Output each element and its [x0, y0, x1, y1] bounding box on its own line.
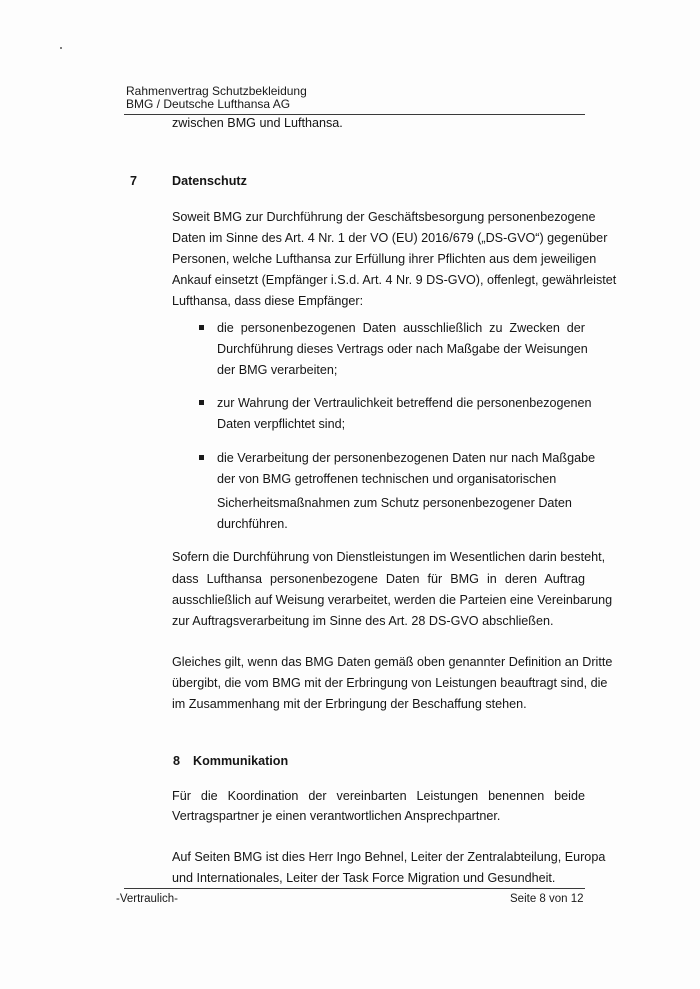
bullet-1-line: die personenbezogenen Daten ausschließlich zu Zwecken der	[217, 321, 585, 335]
s7-para3-line: Gleiches gilt, wenn das BMG Daten gemäß oben genannter Definition an Dritte	[172, 655, 613, 669]
section-7-title: Datenschutz	[172, 174, 247, 188]
section-8-title: Kommunikation	[193, 754, 289, 768]
header-contract-title: Rahmenvertrag Schutzbekleidung	[126, 84, 307, 98]
footer-page-number: Seite 8 von 12	[510, 893, 584, 905]
bullet-marker	[199, 325, 204, 330]
bullet-3-line: der von BMG getroffenen technischen und organisatorischen	[217, 472, 557, 486]
bullet-2-line: zur Wahrung der Vertraulichkeit betreffend die personenbezogenen	[217, 396, 592, 410]
s7-para3-line: im Zusammenhang mit der Erbringung der Beschaffung stehen.	[172, 697, 527, 711]
s8-para2-line: und Internationales, Leiter der Task Force Migration und Gesundheit.	[172, 871, 556, 885]
header-parties: BMG / Deutsche Lufthansa AG	[126, 97, 291, 111]
bullet-3-line: Sicherheitsmaßnahmen zum Schutz personenbezogener Daten	[217, 496, 572, 510]
s8-para2-line: Auf Seiten BMG ist dies Herr Ingo Behnel, Leiter der Zentralabteilung, Europa	[172, 850, 606, 864]
s7-para1-line: Soweit BMG zur Durchführung der Geschäftsbesorgung personenbezogene	[172, 210, 596, 224]
bullet-3-line: die Verarbeitung der personenbezogenen Daten nur nach Maßgabe	[217, 451, 596, 465]
s8-para1-line: Vertragspartner je einen verantwortlichen Ansprechpartner.	[172, 809, 501, 823]
section-8-number: 8	[173, 754, 181, 768]
s7-para1-line: Ankauf einsetzt (Empfänger i.S.d. Art. 4 Nr. 9 DS-GVO), offenlegt, gewährleistet	[172, 273, 617, 287]
s7-para1-line: Lufthansa, dass diese Empfänger:	[172, 294, 364, 308]
s7-para2-line: Sofern die Durchführung von Dienstleistungen im Wesentlichen darin besteht,	[172, 550, 606, 564]
header-rule	[124, 114, 585, 115]
s7-para2-line: zur Auftragsverarbeitung im Sinne des Art. 28 DS-GVO abschließen.	[172, 614, 554, 628]
s7-para1-line: Daten im Sinne des Art. 4 Nr. 1 der VO (EU) 2016/679 („DS-GVO“) gegenüber	[172, 231, 608, 245]
s7-para2-line: ausschließlich auf Weisung verarbeitet, werden die Parteien eine Vereinbarung	[172, 593, 613, 607]
bullet-marker	[199, 455, 204, 460]
bullet-3-line: durchführen.	[217, 517, 288, 531]
footer-rule	[124, 888, 585, 889]
s7-para3-line: übergibt, die vom BMG mit der Erbringung von Leistungen beauftragt sind, die	[172, 676, 608, 690]
section-7-number: 7	[130, 174, 138, 188]
bullet-marker	[199, 400, 204, 405]
bullet-1-line: der BMG verarbeiten;	[217, 363, 338, 377]
scan-speck	[60, 47, 62, 49]
intro-line: zwischen BMG und Lufthansa.	[172, 116, 343, 130]
bullet-2-line: Daten verpflichtet sind;	[217, 417, 346, 431]
s7-para2-line: dass Lufthansa personenbezogene Daten für BMG in deren Auftrag	[172, 572, 585, 586]
s8-para1-line: Für die Koordination der vereinbarten Leistungen benennen beide	[172, 789, 585, 803]
s7-para1-line: Personen, welche Lufthansa zur Erfüllung ihrer Pflichten aus dem jeweiligen	[172, 252, 597, 266]
bullet-1-line: Durchführung dieses Vertrags oder nach Maßgabe der Weisungen	[217, 342, 588, 356]
footer-confidential: -Vertraulich-	[116, 893, 178, 905]
